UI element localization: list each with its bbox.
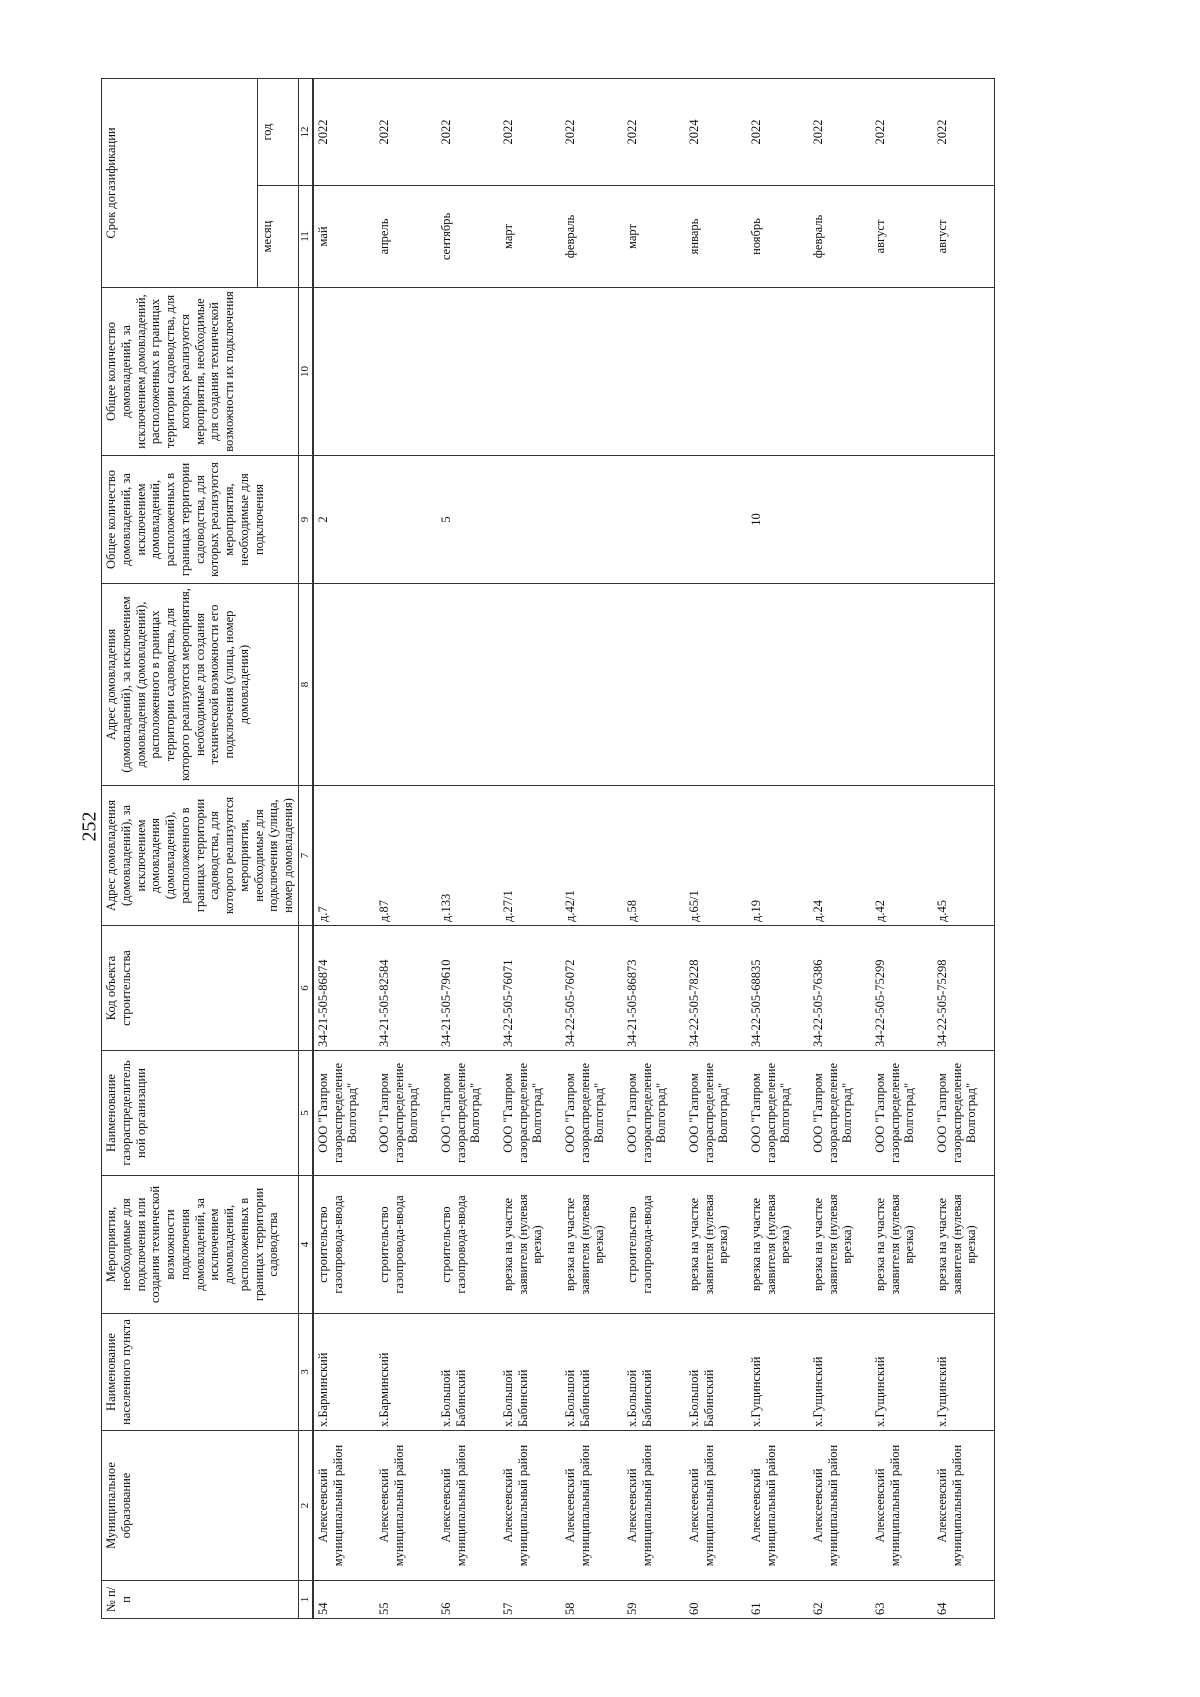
column-number: 6 <box>298 926 313 1051</box>
row-measure: строительство газопровода-ввода <box>313 1176 375 1314</box>
row-object-code: 34-22-505-76072 <box>561 926 623 1051</box>
row-year: 2022 <box>871 79 933 186</box>
row-settlement: х.Большой Бабинский <box>499 1314 561 1431</box>
row-number: 54 <box>313 1581 375 1619</box>
row-address-capacity <box>747 584 809 786</box>
row-address-capacity <box>375 584 437 786</box>
page-number: 252 <box>78 811 101 842</box>
row-measure: строительство газопровода-ввода <box>623 1176 685 1314</box>
header-settlement: Наименование населенного пункта <box>102 1314 299 1431</box>
row-number: 60 <box>685 1581 747 1619</box>
row-address-capacity <box>437 584 499 786</box>
row-year: 2022 <box>933 79 995 186</box>
row-address: д.45 <box>933 786 995 926</box>
row-count-capacity <box>437 288 499 456</box>
row-municipality: Алексеевский муниципальный район <box>623 1431 685 1581</box>
row-municipality: Алексеевский муниципальный район <box>685 1431 747 1581</box>
table-row <box>747 79 809 1619</box>
table-row <box>499 79 561 1619</box>
column-number: 4 <box>298 1176 313 1314</box>
row-year: 2022 <box>499 79 561 186</box>
row-object-code: 34-22-505-76071 <box>499 926 561 1051</box>
row-address-capacity <box>313 584 375 786</box>
row-measure: врезка на участке заявителя (нулевая врезка) <box>747 1176 809 1314</box>
row-count <box>933 456 995 584</box>
row-organization: ООО "Газпром газораспределение Волгоград" <box>685 1051 747 1176</box>
row-municipality: Алексеевский муниципальный район <box>437 1431 499 1581</box>
row-settlement: х.Барминский <box>313 1314 375 1431</box>
row-settlement: х.Большой Бабинский <box>437 1314 499 1431</box>
row-address-capacity <box>623 584 685 786</box>
row-organization: ООО "Газпром газораспределение Волгоград" <box>809 1051 871 1176</box>
header-address-connection: Адрес домовладения (домовладений), за исключением домовладения (домовладений), расположенного в границах территории садоводства, для которого реализуются мероприятия, необходимые для подключения (улица, номер домовладения) <box>102 786 299 926</box>
row-month: март <box>623 186 685 288</box>
row-count-capacity <box>561 288 623 456</box>
row-address-capacity <box>499 584 561 786</box>
row-object-code: 34-21-505-79610 <box>437 926 499 1051</box>
row-object-code: 34-22-505-78228 <box>685 926 747 1051</box>
header-measures: Мероприятия, необходимые для подключения или создания технической возможности подключения домовладений, за исключением домовладений, расположенных в границах территории садоводства <box>102 1176 299 1314</box>
row-month: ноябрь <box>747 186 809 288</box>
row-month: февраль <box>561 186 623 288</box>
row-count <box>685 456 747 584</box>
row-count <box>623 456 685 584</box>
row-number: 63 <box>871 1581 933 1619</box>
row-measure: строительство газопровода-ввода <box>437 1176 499 1314</box>
column-number: 3 <box>298 1314 313 1431</box>
row-address: д.42 <box>871 786 933 926</box>
column-number: 2 <box>298 1431 313 1581</box>
row-settlement: х.Большой Бабинский <box>685 1314 747 1431</box>
row-count: 2 <box>313 456 375 584</box>
row-number: 61 <box>747 1581 809 1619</box>
row-municipality: Алексеевский муниципальный район <box>933 1431 995 1581</box>
row-municipality: Алексеевский муниципальный район <box>313 1431 375 1581</box>
header-municipality: Муниципальное образование <box>102 1431 299 1581</box>
row-municipality: Алексеевский муниципальный район <box>375 1431 437 1581</box>
row-count: 10 <box>747 456 809 584</box>
column-number: 1 <box>298 1581 313 1619</box>
row-measure: врезка на участке заявителя (нулевая врезка) <box>809 1176 871 1314</box>
row-number: 58 <box>561 1581 623 1619</box>
row-address-capacity <box>809 584 871 786</box>
row-address: д.19 <box>747 786 809 926</box>
row-count-capacity <box>685 288 747 456</box>
column-number: 8 <box>298 584 313 786</box>
table-row <box>871 79 933 1619</box>
row-count <box>499 456 561 584</box>
row-measure: врезка на участке заявителя (нулевая врезка) <box>871 1176 933 1314</box>
row-month: август <box>933 186 995 288</box>
row-number: 64 <box>933 1581 995 1619</box>
table-body <box>313 79 995 1619</box>
row-municipality: Алексеевский муниципальный район <box>747 1431 809 1581</box>
row-object-code: 34-22-505-68835 <box>747 926 809 1051</box>
row-measure: строительство газопровода-ввода <box>375 1176 437 1314</box>
row-address-capacity <box>685 584 747 786</box>
row-organization: ООО "Газпром газораспределение Волгоград" <box>623 1051 685 1176</box>
row-address-capacity <box>561 584 623 786</box>
row-organization: ООО "Газпром газораспределение Волгоград" <box>747 1051 809 1176</box>
row-year: 2022 <box>623 79 685 186</box>
row-organization: ООО "Газпром газораспределение Волгоград" <box>561 1051 623 1176</box>
row-organization: ООО "Газпром газораспределение Волгоград" <box>933 1051 995 1176</box>
row-number: 62 <box>809 1581 871 1619</box>
column-number: 9 <box>298 456 313 584</box>
row-organization: ООО "Газпром газораспределение Волгоград" <box>499 1051 561 1176</box>
column-number-row <box>298 79 313 1619</box>
row-month: апрель <box>375 186 437 288</box>
row-month: август <box>871 186 933 288</box>
row-count: 5 <box>437 456 499 584</box>
row-year: 2022 <box>375 79 437 186</box>
row-count-capacity <box>313 288 375 456</box>
row-number: 57 <box>499 1581 561 1619</box>
row-count-capacity <box>375 288 437 456</box>
row-count-capacity <box>809 288 871 456</box>
row-month: май <box>313 186 375 288</box>
row-month: сентябрь <box>437 186 499 288</box>
row-count-capacity <box>747 288 809 456</box>
row-month: февраль <box>809 186 871 288</box>
row-address: д.27/1 <box>499 786 561 926</box>
header-object-code: Код объекта строительства <box>102 926 299 1051</box>
row-year: 2022 <box>747 79 809 186</box>
row-year: 2022 <box>437 79 499 186</box>
row-address-capacity <box>871 584 933 786</box>
row-year: 2022 <box>313 79 375 186</box>
row-settlement: х.Гущинский <box>871 1314 933 1431</box>
header-deadline: Срок догазификации <box>102 79 258 288</box>
row-count <box>561 456 623 584</box>
row-settlement: х.Барминский <box>375 1314 437 1431</box>
header-year: год <box>258 79 299 186</box>
row-object-code: 34-21-505-86873 <box>623 926 685 1051</box>
header-count-capacity: Общее количество домовладений, за исключением домовладений, расположенных в границах территории садоводства, для которых реализуются мероприятия, необходимые для создания технической возможности их подключения <box>102 288 299 456</box>
row-organization: ООО "Газпром газораспределение Волгоград" <box>375 1051 437 1176</box>
row-count-capacity <box>499 288 561 456</box>
table-row <box>623 79 685 1619</box>
row-address: д.133 <box>437 786 499 926</box>
row-municipality: Алексеевский муниципальный район <box>871 1431 933 1581</box>
row-municipality: Алексеевский муниципальный район <box>809 1431 871 1581</box>
table-row <box>375 79 437 1619</box>
row-organization: ООО "Газпром газораспределение Волгоград" <box>871 1051 933 1176</box>
column-number: 12 <box>298 79 313 186</box>
row-measure: врезка на участке заявителя (нулевая врезка) <box>933 1176 995 1314</box>
row-address: д.65/1 <box>685 786 747 926</box>
header-month: месяц <box>258 186 299 288</box>
table-row <box>313 79 375 1619</box>
row-number: 56 <box>437 1581 499 1619</box>
row-year: 2022 <box>809 79 871 186</box>
row-month: январь <box>685 186 747 288</box>
row-count <box>809 456 871 584</box>
header-number: № п/п <box>102 1581 299 1619</box>
row-object-code: 34-21-505-86874 <box>313 926 375 1051</box>
row-settlement: х.Большой Бабинский <box>561 1314 623 1431</box>
row-municipality: Алексеевский муниципальный район <box>561 1431 623 1581</box>
column-number: 7 <box>298 786 313 926</box>
row-organization: ООО "Газпром газораспределение Волгоград" <box>313 1051 375 1176</box>
row-count-capacity <box>623 288 685 456</box>
gasification-table <box>101 78 995 1619</box>
row-measure: врезка на участке заявителя (нулевая врезка) <box>499 1176 561 1314</box>
row-year: 2024 <box>685 79 747 186</box>
row-settlement: х.Гущинский <box>747 1314 809 1431</box>
row-address: д.58 <box>623 786 685 926</box>
row-count-capacity <box>871 288 933 456</box>
row-object-code: 34-22-505-76386 <box>809 926 871 1051</box>
header-address-capacity: Адрес домовладения (домовладений), за исключением домовладения (домовладений), расположенного в границах территории садоводства, для которого реализуются мероприятия, необходимые для создания технической возможности его подключения (улица, номер домовладения) <box>102 584 299 786</box>
row-settlement: х.Гущинский <box>933 1314 995 1431</box>
table-row <box>809 79 871 1619</box>
row-object-code: 34-22-505-75298 <box>933 926 995 1051</box>
column-number: 5 <box>298 1051 313 1176</box>
row-municipality: Алексеевский муниципальный район <box>499 1431 561 1581</box>
table-row <box>561 79 623 1619</box>
row-count-capacity <box>933 288 995 456</box>
rotated-table-container <box>101 79 1200 1619</box>
header-count-connection: Общее количество домовладений, за исключением домовладений, расположенных в границах территории садоводства, для которых реализуются мероприятия, необходимые для подключения <box>102 456 299 584</box>
row-measure: врезка на участке заявителя (нулевая врезка) <box>685 1176 747 1314</box>
row-measure: врезка на участке заявителя (нулевая врезка) <box>561 1176 623 1314</box>
row-address-capacity <box>933 584 995 786</box>
row-number: 55 <box>375 1581 437 1619</box>
row-count <box>375 456 437 584</box>
table-row <box>933 79 995 1619</box>
row-count <box>871 456 933 584</box>
table-row <box>685 79 747 1619</box>
row-organization: ООО "Газпром газораспределение Волгоград" <box>437 1051 499 1176</box>
column-number: 10 <box>298 288 313 456</box>
column-number: 11 <box>298 186 313 288</box>
row-address: д.24 <box>809 786 871 926</box>
row-address: д.7 <box>313 786 375 926</box>
row-settlement: х.Гущинский <box>809 1314 871 1431</box>
row-object-code: 34-22-505-75299 <box>871 926 933 1051</box>
row-object-code: 34-21-505-82584 <box>375 926 437 1051</box>
row-number: 59 <box>623 1581 685 1619</box>
row-settlement: х.Большой Бабинский <box>623 1314 685 1431</box>
row-address: д.42/1 <box>561 786 623 926</box>
header-row <box>102 79 258 1619</box>
row-address: д.87 <box>375 786 437 926</box>
header-organization: Наименование газораспределитель ной организации <box>102 1051 299 1176</box>
row-month: март <box>499 186 561 288</box>
row-year: 2022 <box>561 79 623 186</box>
table-row <box>437 79 499 1619</box>
